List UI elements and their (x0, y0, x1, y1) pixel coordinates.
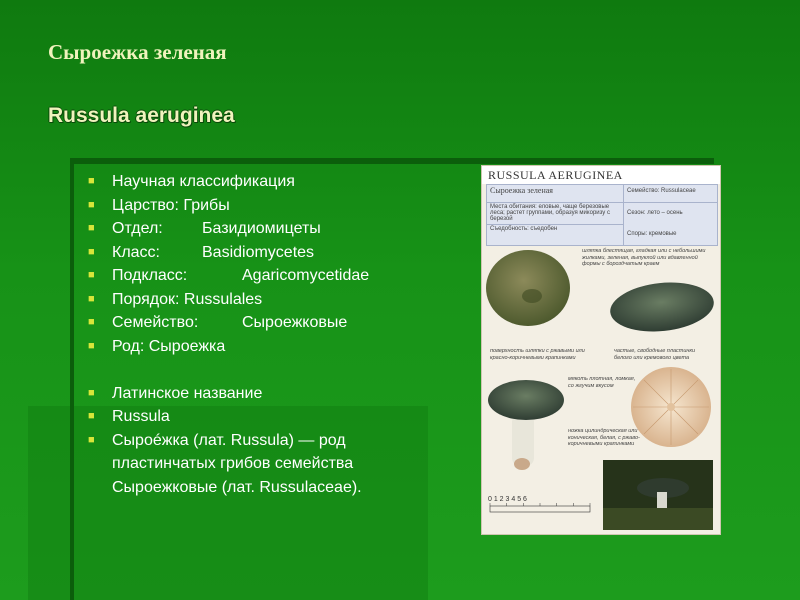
bullet-icon: ■ (88, 433, 95, 446)
caption-cap: шляпка блестящая, гладкая или с небольшими жилками, зеленая, выпуклой или вдавленной формы с бороздчатым краем (582, 248, 706, 267)
slide-title: Сыроежка зеленая (48, 40, 227, 64)
table-cell-edibility: Съедобность: съедобен (490, 226, 558, 232)
table-cell-season: Сезон: лето – осень (627, 210, 683, 216)
bullet-icon: ■ (88, 339, 95, 352)
table-cell-spores: Споры: кремовые (627, 231, 677, 237)
list-item: ■ Сыроéжка (лат. Russula) — род пластинчатых грибов семейства Сыроежковые (лат. Russulaceae). (88, 429, 408, 500)
bullet-icon: ■ (88, 175, 95, 187)
divider-horizontal (70, 158, 714, 164)
list-item: ■ Семейство: Сыроежковые (88, 311, 448, 335)
card-header: RUSSULA AERUGINEA (482, 166, 720, 184)
mushroom-cap-profile (488, 380, 564, 420)
list-item: ■ Russula (88, 405, 448, 429)
list-item: ■ Латинское название (88, 382, 448, 406)
slide-subtitle-latin: Russula aeruginea (48, 104, 235, 127)
ruler-ticks (490, 503, 590, 506)
ruler (490, 506, 590, 512)
bullet-icon: ■ (88, 292, 95, 305)
list-item: ■ Порядок: Russulales (88, 288, 448, 312)
list-item: ■ Род: Сыроежка (88, 335, 448, 359)
mushroom-photo (603, 460, 713, 530)
bullet-icon: ■ (88, 410, 95, 422)
ruler-labels: 0 1 2 3 4 5 6 (488, 496, 527, 503)
bullet-icon: ■ (88, 245, 95, 258)
table-cell-family: Семейство: Russulaceae (627, 188, 696, 194)
gills-center (667, 403, 675, 411)
bullet-icon: ■ (88, 386, 95, 399)
mushroom-cap-center (522, 289, 542, 303)
bullet-icon: ■ (88, 222, 95, 234)
classification-list (88, 170, 448, 499)
caption-gills: частые, свободные пластинки белого или кремового цвета (614, 348, 696, 361)
list-item: ■ Отдел: Базидиомицеты (88, 217, 448, 241)
divider-vertical (70, 158, 74, 600)
list-item: ■ Подкласс: Agaricomycetidae (88, 264, 448, 288)
table-cell-name: Сыроежка зеленая (487, 185, 717, 203)
mushroom-stem-base (514, 458, 530, 470)
caption-stem: ножка цилиндрическая или коническая, белая, с ржаво-коричневыми крапинками (568, 428, 640, 447)
list-item: ■ Класс: Basidiomycetes (88, 241, 448, 265)
bullet-icon: ■ (88, 269, 95, 281)
list-item: ■ Научная классификация (88, 170, 448, 194)
table-cell-habitat: Места обитания: еловые, чаще березовые леса; растет группами, образуя микоризу с березой (487, 203, 623, 225)
list-spacer (88, 358, 448, 382)
mushroom-cap-top-view (486, 250, 570, 326)
bullet-icon: ■ (88, 316, 95, 328)
bullet-icon: ■ (88, 198, 95, 211)
list-item: ■ Царство: Грибы (88, 194, 448, 218)
mushroom-cap-side-view (608, 278, 716, 337)
caption-cap-surface: поверхность шляпки с ржавыми или красно-коричневыми крапинками (490, 348, 585, 361)
caption-flesh: мякоть плотная, ломкая, со жгучим вкусом (568, 376, 636, 389)
